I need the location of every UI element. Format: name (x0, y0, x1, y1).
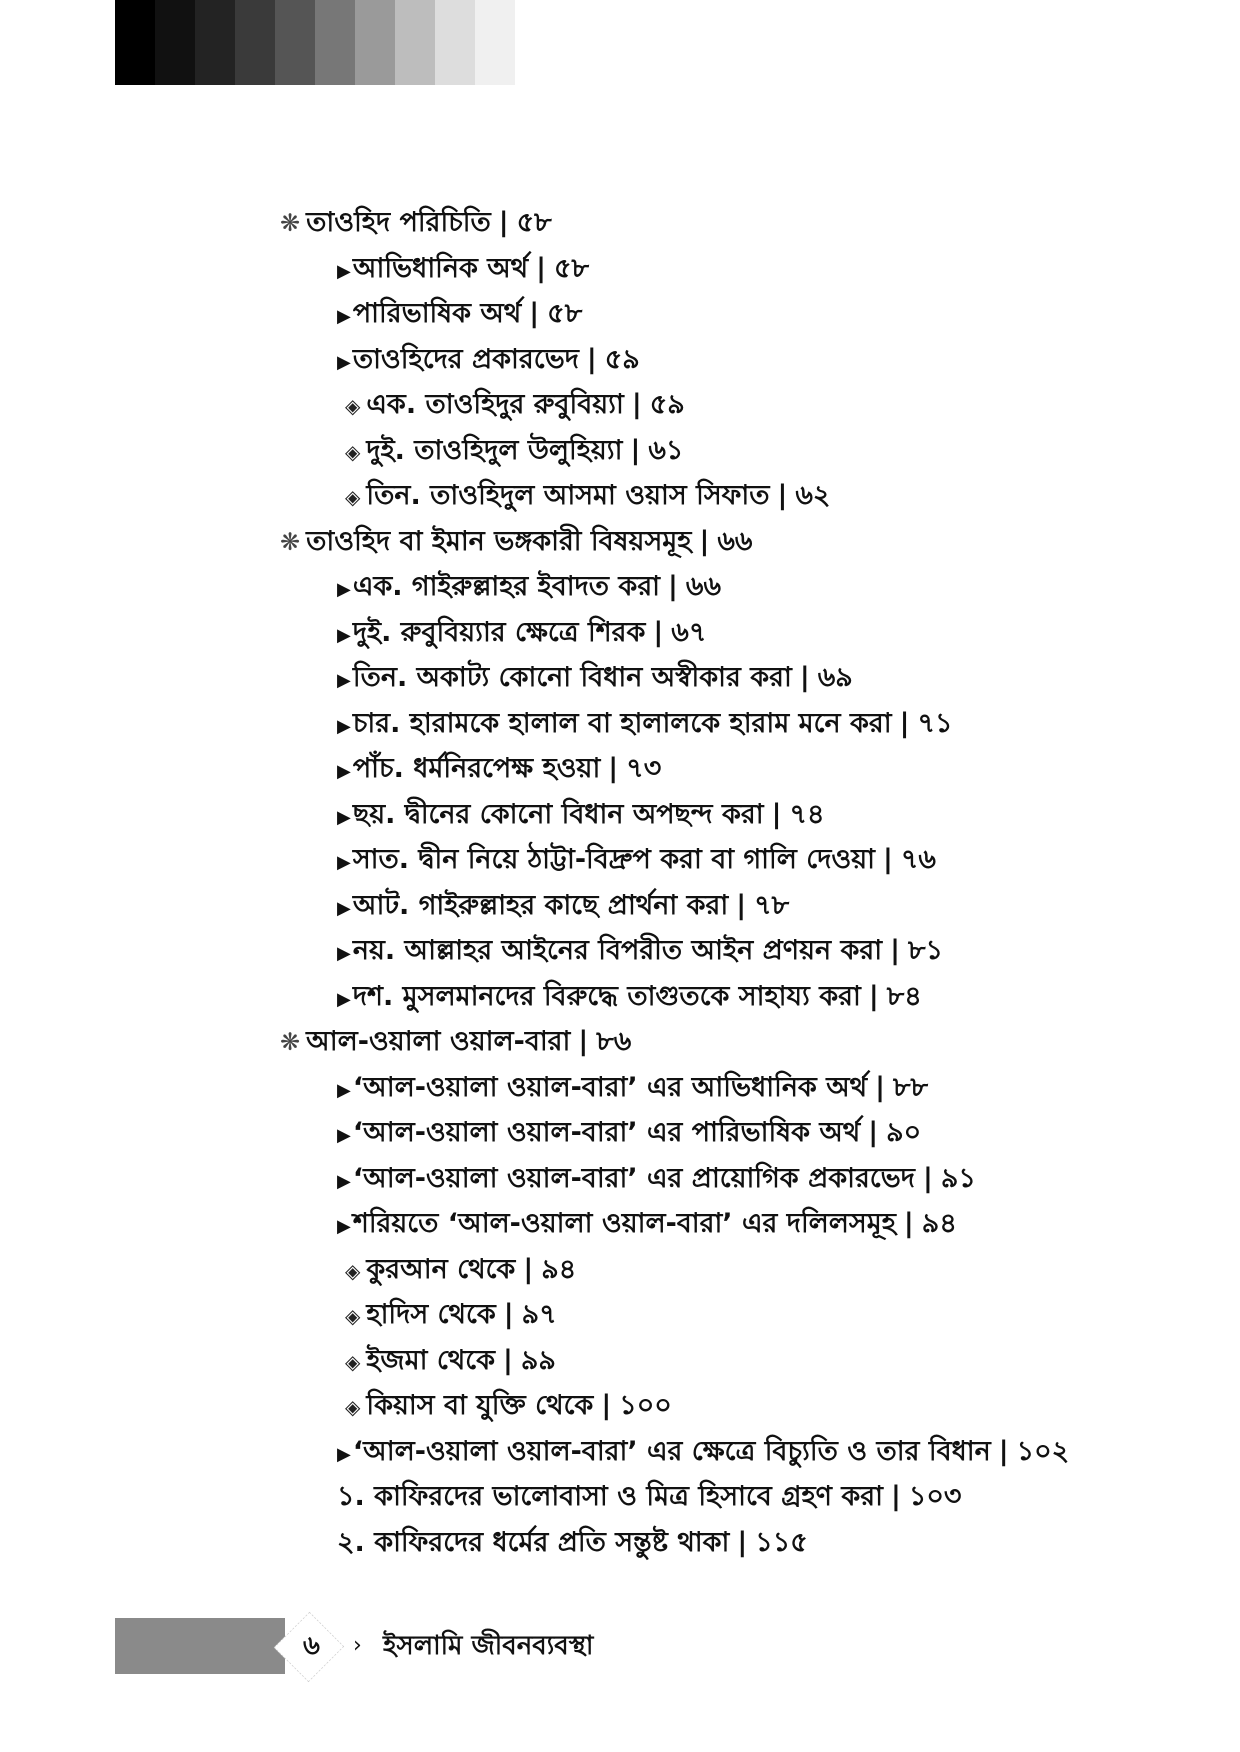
toc-entry-page: ৯০ (886, 1117, 922, 1148)
gradient-shade-7 (395, 0, 435, 85)
gradient-shade-2 (195, 0, 235, 85)
toc-separator: | (503, 1299, 514, 1330)
toc-separator: | (777, 480, 788, 511)
toc-entry-page: ৭৩ (626, 753, 662, 784)
toc-entry (280, 1201, 1180, 1247)
toc-entry (280, 883, 1180, 929)
toc-entry (280, 928, 1180, 974)
toc-entry (280, 1429, 1180, 1475)
toc-entry-title: পাঁচ. ধর্মনিরপেক্ষ হওয়া (352, 753, 601, 784)
toc-separator: | (578, 1026, 589, 1057)
toc-entry-title: আট. গাইরুল্লাহর কাছে প্রার্থনা করা (352, 889, 729, 921)
star-bullet-icon: ❋ (280, 1028, 301, 1056)
toc-entry-page: ৫৮ (547, 298, 583, 329)
toc-entry (280, 1110, 1180, 1156)
toc-entry (280, 1338, 1180, 1384)
toc-entry-page: ৬২ (795, 480, 831, 511)
toc-entry-title: শরিয়তে ‘আল-ওয়ালা ওয়াল-বারা’ এর দলিলসমূহ (352, 1208, 896, 1239)
toc-entry (280, 655, 1180, 701)
triangle-bullet-icon: ▶ (337, 943, 351, 964)
diamond-bullet-icon: ◈ (345, 1349, 361, 1374)
page-footer (115, 1618, 1115, 1674)
toc-separator: | (630, 434, 641, 466)
gradient-shade-6 (355, 0, 395, 85)
toc-separator: | (899, 707, 910, 739)
toc-separator: | (529, 298, 540, 329)
toc-entry-page: ৫৮ (516, 207, 552, 238)
toc-entry-title: আভিধানিক অর্থ (352, 252, 529, 284)
toc-entry (280, 974, 1180, 1020)
toc-entry-page: ১০০ (619, 1390, 672, 1421)
diamond-bullet-icon: ◈ (345, 394, 361, 418)
toc-entry-title: ‘আল-ওয়ালা ওয়াল-বারা’ এর প্রায়োগিক প্রকারভেদ (352, 1162, 915, 1194)
toc-entry-page: ৮৬ (596, 1026, 632, 1057)
toc-entry-page: ৬১ (648, 434, 684, 466)
toc-entry-title: পারিভাষিক অর্থ (352, 298, 522, 329)
footer-page-number: ৬ (303, 1631, 320, 1661)
toc-entry-title: ছয়. দ্বীনের কোনো বিধান অপছন্দ করা (352, 798, 764, 830)
toc-entry-title: ‘আল-ওয়ালা ওয়াল-বারা’ এর আভিধানিক অর্থ (352, 1071, 868, 1103)
toc-separator: | (868, 980, 879, 1012)
toc-entry-page: ৭৪ (789, 798, 825, 830)
gradient-shade-3 (235, 0, 275, 85)
toc-entry-page: ৭৬ (900, 844, 936, 875)
toc-entry (280, 701, 1180, 747)
triangle-bullet-icon: ▶ (337, 1079, 351, 1101)
toc-separator: | (868, 1117, 879, 1148)
triangle-bullet-icon: ▶ (337, 306, 351, 327)
toc-entry (280, 291, 1180, 337)
toc-entry (280, 519, 1180, 565)
toc-entry (280, 564, 1180, 610)
toc-entry-page: ৬৯ (817, 662, 853, 693)
toc-entry (280, 1065, 1180, 1111)
toc-entry-title: ২. কাফিরদের ধর্মের প্রতি সন্তুষ্ট থাকা (337, 1526, 730, 1558)
triangle-bullet-icon: ▶ (337, 761, 351, 782)
gradient-shade-5 (315, 0, 355, 85)
triangle-bullet-icon: ▶ (337, 670, 351, 691)
toc-separator: | (653, 616, 664, 648)
triangle-bullet-icon: ▶ (337, 715, 351, 737)
toc-entry (280, 382, 1180, 428)
toc-entry-title: তাওহিদ বা ইমান ভঙ্গকারী বিষয়সমূহ (306, 525, 692, 557)
toc-separator: | (875, 1071, 885, 1103)
toc-separator: | (799, 662, 810, 693)
toc-entry-title: দুই. তাওহিদুল উলুহিয়্যা (366, 434, 623, 466)
triangle-bullet-icon: ▶ (337, 852, 351, 873)
toc-entry (280, 200, 1180, 246)
toc-entry (280, 246, 1180, 292)
diamond-bullet-icon: ◈ (345, 1304, 361, 1328)
toc-entry-title: দুই. রুবুবিয়্যার ক্ষেত্রে শিরক (352, 616, 646, 648)
header-gradient-bar (115, 0, 515, 85)
star-bullet-icon: ❋ (280, 209, 301, 237)
toc-entry-page: ৯৪ (541, 1253, 577, 1285)
triangle-bullet-icon: ▶ (337, 1170, 351, 1192)
gradient-shade-4 (275, 0, 315, 85)
toc-entry-title: ‘আল-ওয়ালা ওয়াল-বারা’ এর ক্ষেত্রে বিচ্যুতি ও তার বিধান (352, 1435, 991, 1467)
toc-entry-page: ৯৯ (520, 1344, 556, 1376)
toc-entry-title: নয়. আল্লাহর আইনের বিপরীত আইন প্রণয়ন করা (352, 935, 883, 966)
toc-entry-title: তাওহিদ পরিচিতি (306, 207, 491, 238)
toc-separator: | (668, 571, 678, 602)
triangle-bullet-icon: ▶ (337, 351, 351, 373)
toc-entry-page: ৮৮ (892, 1071, 929, 1103)
triangle-bullet-icon: ▶ (337, 806, 351, 828)
triangle-bullet-icon: ▶ (337, 579, 351, 600)
toc-separator: | (771, 798, 782, 830)
toc-entry-title: এক. গাইরুল্লাহর ইবাদত করা (352, 571, 661, 602)
toc-entry-page: ৭৮ (754, 889, 790, 921)
toc-separator: | (890, 935, 900, 966)
footer-book-title: ইসলামি জীবনব্যবস্থা (383, 1631, 594, 1661)
toc-entry-title: তাওহিদের প্রকারভেদ (352, 343, 579, 375)
toc-separator: | (503, 1344, 513, 1376)
gradient-shade-9 (475, 0, 515, 85)
toc-entry-page: ৫৮ (554, 252, 590, 284)
diamond-bullet-icon: ◈ (345, 439, 361, 464)
toc-entry-title: আল-ওয়ালা ওয়াল-বারা (306, 1026, 571, 1057)
gradient-shade-8 (435, 0, 475, 85)
toc-separator: | (523, 1253, 534, 1285)
toc-separator: | (586, 343, 597, 375)
gradient-shade-0 (115, 0, 155, 85)
toc-entry (280, 610, 1180, 656)
toc-entry (280, 792, 1180, 838)
toc-separator: | (608, 753, 619, 784)
triangle-bullet-icon: ▶ (337, 624, 351, 646)
triangle-bullet-icon: ▶ (337, 1125, 351, 1146)
triangle-bullet-icon: ▶ (337, 260, 351, 282)
footer-gray-bar (115, 1618, 285, 1674)
toc-separator: | (536, 252, 547, 284)
toc-entry (280, 837, 1180, 883)
toc-separator: | (998, 1435, 1009, 1467)
toc-entry-title: কুরআন থেকে (366, 1253, 516, 1285)
toc-separator: | (737, 1526, 748, 1558)
triangle-bullet-icon: ▶ (337, 897, 351, 919)
toc-entry-title: তিন. অকাট্য কোনো বিধান অস্বীকার করা (352, 662, 792, 693)
diamond-bullet-icon: ◈ (345, 1395, 361, 1419)
toc-entry (280, 1383, 1180, 1429)
toc-separator: | (699, 525, 710, 557)
toc-entry-page: ৬৬ (717, 525, 753, 557)
toc-entry-title: হাদিস থেকে (366, 1299, 496, 1330)
toc-entry-page: ৬৭ (671, 616, 707, 648)
toc-entry-title: এক. তাওহিদুর রুবুবিয়্যা (366, 389, 624, 420)
toc-entry (280, 1292, 1180, 1338)
toc-entry (280, 1247, 1180, 1293)
toc-entry-page: ১০৩ (908, 1481, 962, 1512)
toc-entry (280, 1474, 1180, 1520)
toc-entry-title: চার. হারামকে হালাল বা হালালকে হারাম মনে করা (352, 707, 892, 739)
toc-entry-page: ৯৪ (921, 1208, 957, 1239)
toc-separator: | (736, 889, 747, 921)
toc-entry-page: ৭১ (917, 707, 953, 739)
triangle-bullet-icon: ▶ (337, 1443, 351, 1465)
toc-entry (280, 337, 1180, 383)
toc-entry-title: সাত. দ্বীন নিয়ে ঠাট্টা-বিদ্রুপ করা বা গালি দেওয়া (352, 844, 875, 875)
toc-entry-page: ৮৪ (886, 980, 922, 1012)
toc-entry-page: ৯১ (940, 1162, 976, 1194)
toc-separator: | (890, 1481, 901, 1512)
toc-entry (280, 1156, 1180, 1202)
toc-separator: | (882, 844, 893, 875)
triangle-bullet-icon: ▶ (337, 988, 351, 1010)
toc-entry-page: ৫৯ (604, 343, 640, 375)
table-of-contents (280, 200, 1180, 1565)
toc-entry-page: ৬৬ (685, 571, 722, 602)
toc-entry-title: দশ. মুসলমানদের বিরুদ্ধে তাগুতকে সাহায্য করা (352, 980, 861, 1012)
toc-separator: | (903, 1208, 914, 1239)
toc-entry-page: ৫৯ (649, 389, 685, 420)
toc-separator: | (498, 207, 509, 238)
toc-entry-title: ১. কাফিরদের ভালোবাসা ও মিত্র হিসাবে গ্রহণ করা (337, 1481, 883, 1512)
toc-entry-page: ৮১ (907, 935, 944, 966)
star-bullet-icon: ❋ (280, 527, 301, 556)
toc-entry (280, 1019, 1180, 1065)
toc-entry-page: ৯৭ (521, 1299, 557, 1330)
diamond-bullet-icon: ◈ (345, 1258, 361, 1283)
toc-entry (280, 746, 1180, 792)
toc-separator: | (601, 1390, 612, 1421)
toc-entry-page: ১১৫ (755, 1526, 808, 1558)
toc-entry (280, 1520, 1180, 1566)
toc-separator: | (631, 389, 642, 420)
toc-entry-title: তিন. তাওহিদুল আসমা ওয়াস সিফাত (366, 480, 770, 511)
toc-entry-page: ১০২ (1016, 1435, 1070, 1467)
toc-entry-title: ইজমা থেকে (366, 1344, 495, 1376)
gradient-shade-1 (155, 0, 195, 85)
toc-entry-title: কিয়াস বা যুক্তি থেকে (366, 1390, 594, 1421)
chevron-right-icon: › (353, 1633, 362, 1658)
toc-entry-title: ‘আল-ওয়ালা ওয়াল-বারা’ এর পারিভাষিক অর্থ (352, 1117, 861, 1148)
toc-entry (280, 428, 1180, 474)
toc-entry (280, 473, 1180, 519)
triangle-bullet-icon: ▶ (337, 1216, 351, 1237)
toc-separator: | (922, 1162, 933, 1194)
diamond-bullet-icon: ◈ (345, 485, 361, 509)
